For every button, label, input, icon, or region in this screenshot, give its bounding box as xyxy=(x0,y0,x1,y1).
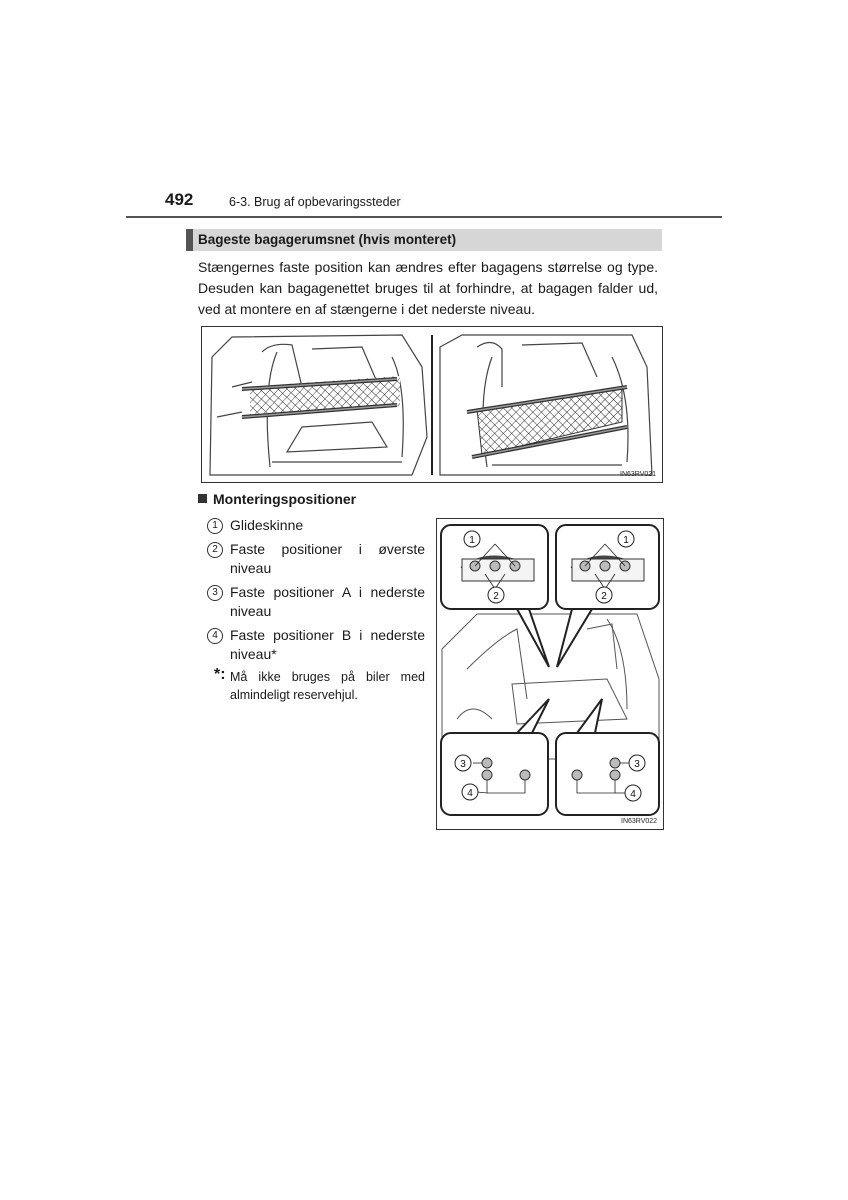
mounting-positions-figure xyxy=(436,518,664,830)
square-bullet-icon xyxy=(198,494,207,503)
callout-3-left: 3 xyxy=(460,759,466,770)
title-accent xyxy=(186,229,193,251)
figure-code: IN63RV022 xyxy=(621,818,658,825)
cargo-net-figure xyxy=(201,326,663,483)
list-item xyxy=(207,540,425,578)
mounting-positions-illustration xyxy=(437,519,663,829)
footnote-text: Må ikke bruges på biler med almindeligt reservehjul. xyxy=(230,670,425,702)
list-item-text: Faste positioner A i nederste niveau xyxy=(230,584,425,619)
callout-4-left: 4 xyxy=(467,788,473,799)
footnote-symbol: *: xyxy=(214,666,226,683)
list-item xyxy=(207,583,425,621)
list-item xyxy=(207,626,425,664)
circled-number: 2 xyxy=(207,542,223,558)
circled-number: 1 xyxy=(207,518,223,534)
list-item xyxy=(207,516,425,535)
callout-2-right: 2 xyxy=(601,591,607,602)
page-number: 492 xyxy=(165,190,194,209)
figure-code: IN63RV021 xyxy=(620,471,657,478)
header-divider xyxy=(126,216,722,218)
footnote xyxy=(214,668,425,704)
callout-3-right: 3 xyxy=(634,759,640,770)
title-bar xyxy=(186,229,662,251)
callout-1-right: 1 xyxy=(623,535,629,546)
list-item-text: Glideskinne xyxy=(230,517,304,533)
section-title: 6-3. Brug af opbevaringssteder xyxy=(229,195,401,209)
callout-1-left: 1 xyxy=(469,535,475,546)
callout-4-right: 4 xyxy=(630,789,636,800)
circled-number: 3 xyxy=(207,585,223,601)
intro-paragraph: Stængernes faste position kan ændres efter bagagens størrelse og type. Desuden kan bagagenettet bruges til at forhindre, at bagagen falder ud, ved at montere en af stængerne i det nederste niveau. xyxy=(198,259,658,317)
list-item-text: Faste positioner B i nederste niveau* xyxy=(230,627,425,662)
list-item-text: Faste positioner i øverste niveau xyxy=(230,541,425,576)
circled-number: 4 xyxy=(207,628,223,644)
subheading xyxy=(198,491,356,507)
page-title: Bageste bagagerumsnet (hvis monteret) xyxy=(198,232,457,247)
callout-2-left: 2 xyxy=(493,591,499,602)
subheading-text: Monteringspositioner xyxy=(213,491,357,507)
cargo-net-illustration xyxy=(202,327,662,482)
